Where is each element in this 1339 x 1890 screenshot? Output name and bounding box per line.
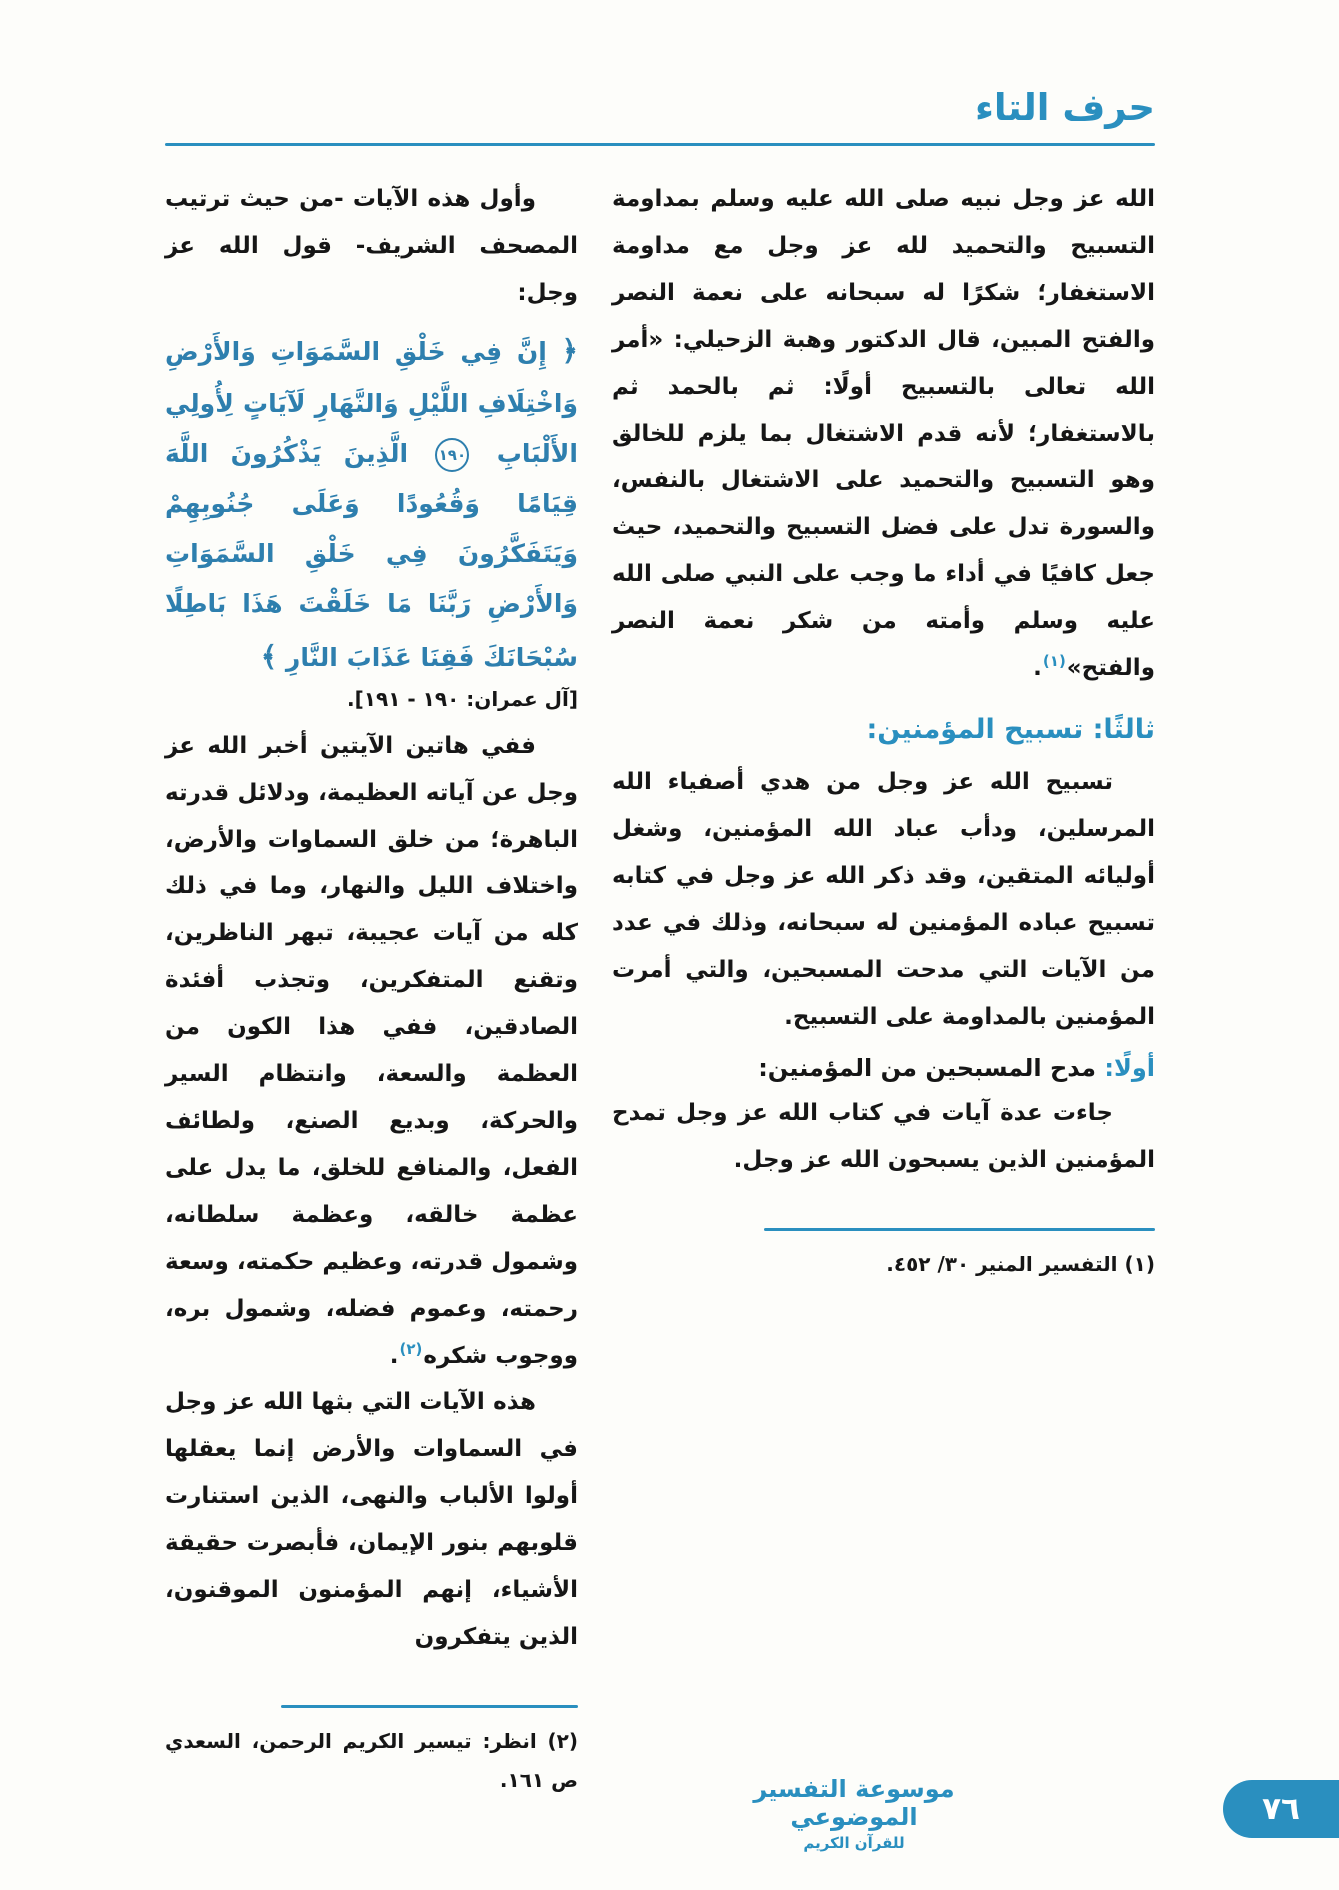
paragraph: وأول هذه الآيات -من حيث ترتيب المصحف الشريف- قول الله عز وجل: <box>165 186 578 306</box>
logo-subtitle: للقرآن الكريم <box>803 1834 905 1852</box>
chapter-title: حرف التاء <box>974 86 1155 129</box>
paragraph: هذه الآيات التي بثها الله عز وجل في السماوات والأرض إنما يعقلها أولوا الألباب والنهى، الذين استنارت قلوبهم بنور الإيمان، فأبصرت حقيقة الأشياء، إنهم المؤمنون الموقنون، الذين يتفكرون <box>165 1389 578 1650</box>
header-rule <box>165 143 1155 146</box>
section-heading: ثالثًا: تسبيح المؤمنين: <box>866 713 1155 745</box>
text-columns <box>165 176 1155 1800</box>
ayah-number-marker: ١٩٠ <box>435 438 469 472</box>
page-header <box>165 86 1155 146</box>
footnote-marker-1: (١) <box>1042 652 1066 671</box>
footnote-block <box>612 1228 1155 1284</box>
footnote-marker-2: (٢) <box>399 1339 423 1358</box>
verse-reference: [آل عمران: ١٩٠ - ١٩١]. <box>347 686 578 711</box>
subsection-heading <box>612 1054 1155 1082</box>
paragraph <box>612 176 1155 692</box>
column-right <box>612 176 1155 1284</box>
page-number-badge <box>1223 1780 1339 1838</box>
paragraph: جاءت عدة آيات في كتاب الله عز وجل تمدح المؤمنين الذين يسبحون الله عز وجل. <box>612 1100 1155 1174</box>
quran-text-part1: إِنَّ فِي خَلْقِ السَّمَوَاتِ وَالأَرْضِ وَاخْتِلَافِ اللَّيْلِ وَالنَّهَارِ لَآيَاتٍ لِأُولِي الأَلْبَابِ <box>165 336 578 468</box>
logo-title: موسوعة التفسير الموضوعي <box>753 1775 955 1831</box>
sentence-period: . <box>1033 655 1042 682</box>
paragraph <box>165 723 578 1380</box>
publisher-logo <box>749 1775 959 1852</box>
ornate-close-bracket: ﴾ <box>260 639 278 673</box>
paragraph-text: الله عز وجل نبيه صلى الله عليه وسلم بمداومة التسبيح والتحميد لله عز وجل مع مداومة الاستغفار؛ شكرًا له سبحانه على نعمة النصر والفتح المبين، قال الدكتور وهبة الزحيلي: «أمر الله تعالى بالتسبيح أولًا: ثم بالحمد ثم بالاستغفار؛ لأنه قدم الاشتغال بما يلزم للخالق وهو التسبيح والتحميد على الاشتغال بالنفس، والسورة تدل على فضل التسبيح والتحميد، حيث جعل كافيًا في أداء ما وجب على النبي صلى الله عليه وسلم وأمته من شكر نعمة النصر والفتح» <box>612 186 1155 682</box>
paragraph: تسبيح الله عز وجل من هدي أصفياء الله المرسلين، ودأب عباد الله المؤمنين، وشغل أوليائه المتقين، وقد ذكر الله عز وجل في كتابه تسبيح عباده المؤمنين له سبحانه، وذلك في عدد من الآيات التي مدحت المسبحين، والتي أمرت المؤمنين بالمداومة على التسبيح. <box>612 768 1155 1030</box>
page-number: ٧٦ <box>1262 1791 1300 1827</box>
subheading-text: مدح المسبحين من المؤمنين: <box>758 1054 1105 1083</box>
column-left <box>165 176 578 1800</box>
footnote-text: (١) التفسير المنير ٣٠/ ٤٥٢. <box>886 1252 1155 1277</box>
footnote-text: (٢) انظر: تيسير الكريم الرحمن، السعدي ص ١٦١. <box>165 1728 578 1792</box>
paragraph-text: ففي هاتين الآيتين أخبر الله عز وجل عن آياته العظيمة، ودلائل قدرته الباهرة؛ من خلق السماوات والأرض، واختلاف الليل والنهار، وما في ذلك كله من آيات عجيبة، تبهر الناظرين، وتقنع المتفكرين، وتجذب أفئدة الصادقين، ففي هذا الكون من العظمة والسعة، وانتظام السير والحركة، وبديع الصنع، ولطائف الفعل، والمنافع للخلق، ما يدل على عظمة خالقه، وعظمة سلطانه، وشمول قدرته، وعظيم حكمته، وسعة رحمته، وعموم فضله، وشمول بره، ووجوب شكره <box>165 732 578 1369</box>
sentence-period: . <box>389 1342 399 1369</box>
footnote-divider <box>281 1705 578 1708</box>
quran-verse <box>165 323 578 685</box>
footnote-divider <box>764 1228 1155 1231</box>
ornate-open-bracket: ﴿ <box>561 333 578 367</box>
quran-text-part2: الَّذِينَ يَذْكُرُونَ اللَّهَ قِيَامًا وَقُعُودًا وَعَلَى جُنُوبِهِمْ وَيَتَفَكَّرُونَ فِي خَلْقِ السَّمَوَاتِ وَالأَرْضِ رَبَّنَا مَا خَلَقْتَ هَذَا بَاطِلًا سُبْحَانَكَ فَقِنَا عَذَابَ النَّارِ <box>165 438 578 672</box>
subheading-lead: أولًا: <box>1104 1054 1155 1083</box>
footnote-block <box>165 1705 578 1800</box>
